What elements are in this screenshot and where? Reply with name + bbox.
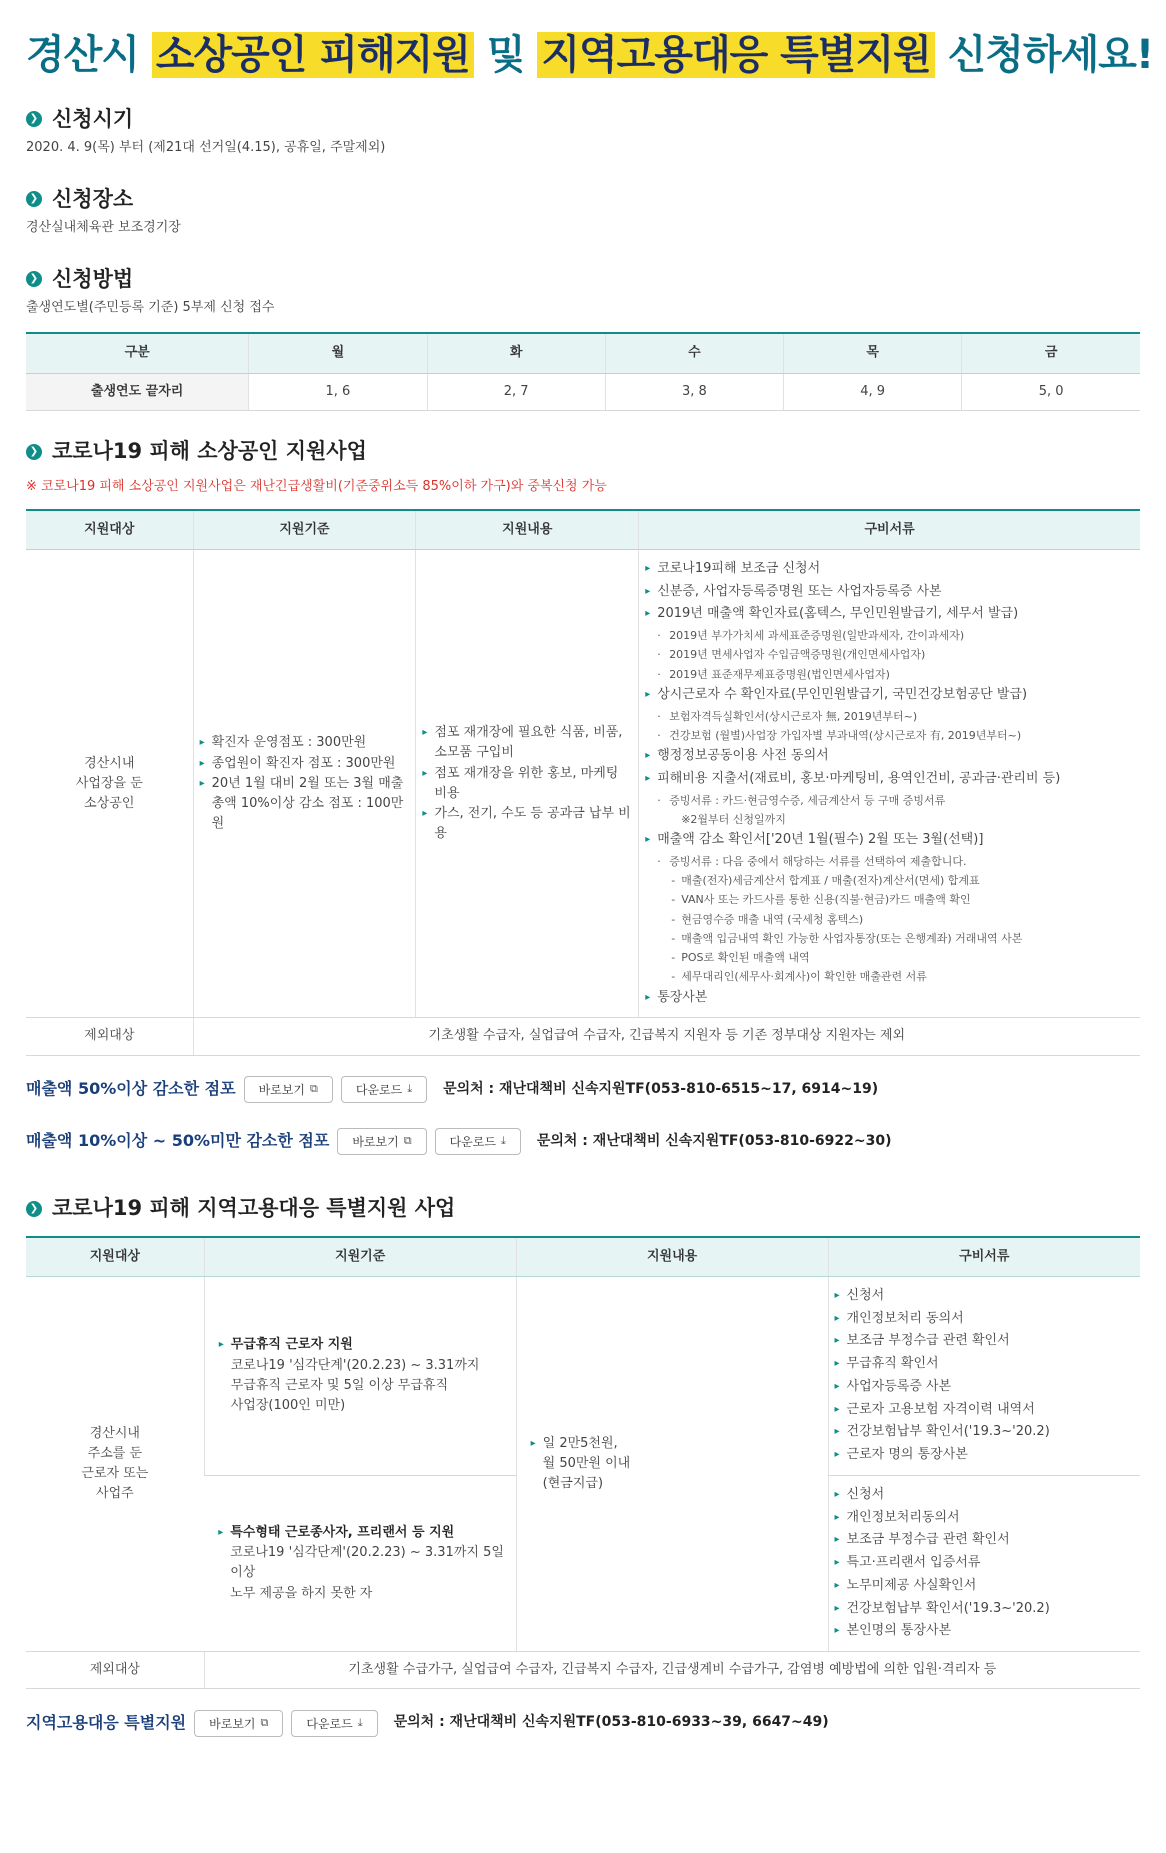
- emp-content-line: ▸ 일 2만5천원,: [531, 1434, 822, 1454]
- biz-target-line: 소상공인: [84, 795, 135, 811]
- contact-info: 문의처 : 재난대책비 신속지원TF(053-810-6933~39, 6647~49): [393, 1714, 829, 1731]
- biz-header-row: [26, 510, 1140, 550]
- view-button[interactable]: [337, 1128, 426, 1155]
- section-biz-title: [26, 437, 1140, 467]
- contact-info: 문의처 : 재난대책비 신속지원TF(053-810-6515~17, 6914~19): [443, 1080, 879, 1097]
- doc-item: ▸ 노무미제공 사실확인서: [835, 1575, 1134, 1598]
- emp-criteria-line: 노무 제공을 하지 못한 자: [230, 1585, 373, 1601]
- doc-item: ▸ 신분증, 사업자등록증명원 또는 사업자등록증 사본: [645, 581, 1134, 604]
- emp-criteria-cell-2: [204, 1475, 516, 1651]
- emp-content-cell: [516, 1276, 828, 1651]
- doc-item: ▸ 무급휴직 확인서: [835, 1353, 1134, 1376]
- doc-item: ▸ 개인정보처리 동의서: [835, 1308, 1134, 1331]
- section-title-text: 코로나19 피해 소상공인 지원사업: [52, 439, 367, 464]
- emp-criteria-title: ▸ 무급휴직 근로자 지원: [219, 1335, 510, 1355]
- emp-docs-cell-2: [828, 1475, 1140, 1651]
- download-row-50: [26, 1072, 1140, 1108]
- biz-header: 지원대상: [26, 510, 193, 550]
- schedule-cell: 4, 9: [784, 373, 962, 410]
- schedule-cell: 3, 8: [605, 373, 783, 410]
- download-button-label: 다운로드: [355, 1083, 403, 1098]
- emp-criteria-line: 무급휴직 근로자 및 5일 이상 무급휴직: [230, 1377, 449, 1393]
- chevron-right-icon: ❯: [26, 271, 42, 287]
- emp-header: 지원내용: [516, 1237, 828, 1277]
- biz-target-line: 경산시내: [84, 755, 135, 771]
- doc-item: ▸ 보조금 부정수급 관련 확인서: [835, 1529, 1134, 1552]
- doc-item: ▸ 건강보험납부 확인서('19.3~'20.2): [835, 1598, 1134, 1621]
- schedule-header: 목: [784, 333, 962, 373]
- doc-item: ▸ 행정정보공동이용 사전 동의서: [645, 745, 1134, 768]
- emp-target-cell: [26, 1276, 204, 1651]
- biz-criteria-item: ▸ 종업원이 확진자 점포 : 300만원: [200, 754, 410, 774]
- schedule-header: 금: [962, 333, 1140, 373]
- doc-item: ▸ 피해비용 지출서(재료비, 홍보·마케팅비, 용역인건비, 공과금·관리비 등): [645, 768, 1134, 791]
- biz-criteria-cell: [193, 549, 416, 1018]
- biz-notice: ※ 코로나19 피해 소상공인 지원사업은 재난긴급생활비(기준중위소득 85%이하 가구)와 중복신청 가능: [26, 478, 607, 494]
- section-place-title: [26, 184, 1140, 214]
- doc-item: ▸ 매출액 감소 확인서['20년 1월(필수) 2월 또는 3월(선택)]: [645, 829, 1134, 852]
- chevron-right-icon: ❯: [26, 1201, 42, 1217]
- doc-subsubitem: - 매출(전자)세금계산서 합계표 / 매출(전자)계산서(면세) 합계표: [645, 871, 1134, 890]
- doc-item: ▸ 건강보험납부 확인서('19.3~'20.2): [835, 1421, 1134, 1444]
- biz-target-line: 사업장을 둔: [75, 775, 143, 791]
- section-method-title: [26, 264, 1140, 294]
- doc-item: ▸ 개인정보처리동의서: [835, 1507, 1134, 1530]
- schedule-cell: 1, 6: [249, 373, 427, 410]
- biz-criteria-item: ▸ 20년 1월 대비 2월 또는 3월 매출 총액 10%이상 감소 점포 : 100만원: [200, 774, 410, 834]
- contact-info: 문의처 : 재난대책비 신속지원TF(053-810-6922~30): [536, 1132, 892, 1149]
- schedule-header: 화: [427, 333, 605, 373]
- schedule-table: [26, 332, 1140, 410]
- emp-criteria-line: 사업장(100인 미만): [230, 1397, 346, 1413]
- biz-content-item: ▸ 가스, 전기, 수도 등 공과금 납부 비용: [422, 804, 632, 844]
- doc-item: ▸ 상시근로자 수 확인자료(무인민원발급기, 국민건강보험공단 발급): [645, 684, 1134, 707]
- download-row-emp: [26, 1705, 1140, 1741]
- schedule-header: 구분: [26, 333, 249, 373]
- emp-content-line: (현금지급): [542, 1475, 604, 1491]
- chevron-right-icon: ❯: [26, 444, 42, 460]
- biz-criteria-item: ▸ 확진자 운영점포 : 300만원: [200, 733, 410, 753]
- emp-header-row: [26, 1237, 1140, 1277]
- emp-criteria-line: 코로나19 '심각단계'(20.2.23) ~ 3.31까지 5일 이상: [230, 1545, 504, 1581]
- section-title-text: 코로나19 피해 지역고용대응 특별지원 사업: [52, 1196, 456, 1221]
- section-title-text: 신청방법: [52, 267, 134, 292]
- biz-exclude-label: 제외대상: [26, 1018, 193, 1055]
- download-icon: ⤓: [407, 1083, 413, 1096]
- headline-highlight-2: 지역고용대응 특별지원: [537, 32, 934, 78]
- biz-support-table: [26, 509, 1140, 1056]
- emp-target-line: 경산시내: [89, 1425, 140, 1441]
- section-emp-title: [26, 1194, 1140, 1224]
- schedule-cell: 2, 7: [427, 373, 605, 410]
- schedule-cell: 5, 0: [962, 373, 1140, 410]
- download-row-10-50: [26, 1124, 1140, 1160]
- download-icon: ⤓: [500, 1135, 506, 1148]
- doc-subitem: · 2019년 면세사업자 수입금액증명원(개인면세사업자): [645, 645, 1134, 664]
- chevron-right-icon: ❯: [26, 111, 42, 127]
- view-button-label: 바로보기: [209, 1716, 256, 1731]
- doc-item: ▸ 신청서: [835, 1285, 1134, 1308]
- doc-item: ▸ 특고·프리랜서 입증서류: [835, 1552, 1134, 1575]
- external-window-icon: ⧉: [403, 1135, 412, 1148]
- doc-subsubitem: - 매출액 입금내역 확인 가능한 사업자통장(또는 은행계좌) 거래내역 사본: [645, 929, 1134, 948]
- download-button[interactable]: [435, 1128, 521, 1155]
- section-place-desc: 경산실내체육관 보조경기장: [26, 220, 181, 236]
- biz-content-cell: [416, 549, 639, 1018]
- download-label: 지역고용대응 특별지원: [26, 1712, 187, 1732]
- doc-item: ▸ 통장사본: [645, 987, 1134, 1010]
- download-button[interactable]: [291, 1710, 377, 1737]
- section-period-desc: 2020. 4. 9(목) 부터 (제21대 선거일(4.15), 공휴일, 주말제외): [26, 140, 386, 155]
- biz-exclude-row: [26, 1018, 1140, 1055]
- view-button[interactable]: [194, 1710, 283, 1737]
- emp-docs-cell-1: [828, 1276, 1140, 1475]
- doc-item: ▸ 근로자 고용보험 자격이력 내역서: [835, 1399, 1134, 1422]
- external-window-icon: ⧉: [309, 1083, 318, 1096]
- biz-docs-cell: [639, 549, 1140, 1018]
- doc-item: ▸ 보조금 부정수급 관련 확인서: [835, 1330, 1134, 1353]
- chevron-right-icon: ❯: [26, 191, 42, 207]
- biz-header: 구비서류: [639, 510, 1140, 550]
- emp-content-line: 월 50만원 이내: [542, 1455, 631, 1471]
- doc-item: ▸ 코로나19피해 보조금 신청서: [645, 558, 1134, 581]
- section-method-desc: 출생연도별(주민등록 기준) 5부제 신청 접수: [26, 300, 275, 316]
- doc-subitem: · 증빙서류 : 다음 중에서 해당하는 서류를 선택하여 제출합니다.: [645, 852, 1134, 871]
- schedule-row-head: 출생연도 끝자리: [26, 373, 249, 410]
- doc-subitem: · 2019년 표준재무제표증명원(법인면세사업자): [645, 665, 1134, 684]
- section-period-title: [26, 104, 1140, 134]
- emp-target-line: 근로자 또는: [81, 1465, 149, 1481]
- doc-subsubitem: - 현금영수증 매출 내역 (국세청 홈텍스): [645, 910, 1134, 929]
- download-button-label: 다운로드: [449, 1135, 496, 1150]
- headline-pre: 경산시: [26, 32, 152, 78]
- doc-subitem: · 2019년 부가가치세 과세표준증명원(일반과세자, 간이과세자): [645, 626, 1134, 645]
- doc-subsubitem: - 세무대리인(세무사·회계사)이 확인한 매출관련 서류: [645, 967, 1134, 986]
- biz-target-cell: [26, 549, 193, 1018]
- emp-support-table: [26, 1236, 1140, 1690]
- schedule-header: 월: [249, 333, 427, 373]
- doc-subitem: · 증빙서류 : 카드·현금영수증, 세금계산서 등 구매 증빙서류: [645, 791, 1134, 810]
- section-title-text: 신청시기: [52, 106, 134, 131]
- headline: [26, 0, 1154, 86]
- download-button-label: 다운로드: [306, 1716, 353, 1731]
- emp-header: 지원대상: [26, 1237, 204, 1277]
- emp-header: 지원기준: [204, 1237, 516, 1277]
- emp-exclude-label: 제외대상: [26, 1652, 204, 1689]
- emp-target-line: 주소를 둔: [87, 1445, 143, 1461]
- emp-header: 구비서류: [828, 1237, 1140, 1277]
- biz-content-item: ▸ 점포 재개장에 필요한 식품, 비품, 소모품 구입비: [422, 723, 632, 763]
- doc-note: ※2월부터 신청일까지: [681, 812, 786, 826]
- biz-header: 지원기준: [193, 510, 416, 550]
- doc-item: ▸ 2019년 매출액 확인자료(홈텍스, 무인민원발급기, 세무서 발급): [645, 603, 1134, 626]
- emp-criteria-title: ▸ 특수형태 근로종사자, 프리랜서 등 지원: [218, 1523, 509, 1543]
- view-button-label: 바로보기: [258, 1083, 305, 1098]
- download-label: 매출액 10%이상 ~ 50%미만 감소한 점포: [26, 1131, 330, 1151]
- emp-criteria-line: 코로나19 '심각단계'(20.2.23) ~ 3.31까지: [230, 1357, 480, 1373]
- view-button-label: 바로보기: [352, 1135, 399, 1150]
- doc-subsubitem: - POS로 확인된 매출액 내역: [645, 948, 1134, 967]
- schedule-row: [26, 373, 1140, 410]
- biz-exclude-text: 기초생활 수급자, 실업급여 수급자, 긴급복지 지원자 등 기존 정부대상 지원자는 제외: [193, 1018, 1140, 1055]
- emp-exclude-row: [26, 1652, 1140, 1689]
- doc-item: ▸ 신청서: [835, 1484, 1134, 1507]
- headline-highlight-1: 소상공인 피해지원: [152, 32, 474, 78]
- download-icon: ⤓: [357, 1716, 363, 1729]
- emp-exclude-text: 기초생활 수급가구, 실업급여 수급자, 긴급복지 수급자, 긴급생계비 수급가구, 감염병 예방법에 의한 입원·격리자 등: [204, 1652, 1140, 1689]
- external-window-icon: ⧉: [260, 1716, 269, 1729]
- schedule-header: 수: [605, 333, 783, 373]
- view-button[interactable]: [244, 1076, 333, 1103]
- doc-item: ▸ 근로자 명의 통장사본: [835, 1444, 1134, 1467]
- emp-target-line: 사업주: [96, 1486, 134, 1502]
- headline-post: 신청하세요!: [934, 32, 1154, 78]
- emp-row-1: [26, 1276, 1140, 1475]
- doc-item: ▸ 본인명의 통장사본: [835, 1620, 1134, 1643]
- biz-content-item: ▸ 점포 재개장을 위한 홍보, 마케팅 비용: [422, 764, 632, 804]
- biz-header: 지원내용: [416, 510, 639, 550]
- doc-subsubitem: - VAN사 또는 카드사를 통한 신용(직불·현금)카드 매출액 확인: [645, 890, 1134, 909]
- emp-criteria-cell-1: [204, 1276, 516, 1475]
- schedule-header-row: [26, 333, 1140, 373]
- doc-subitem: · 건강보험 (월별)사업장 가입자별 부과내역(상시근로자 有, 2019년부터~): [645, 726, 1134, 745]
- biz-main-row: [26, 549, 1140, 1018]
- section-title-text: 신청장소: [52, 186, 134, 211]
- doc-item: ▸ 사업자등록증 사본: [835, 1376, 1134, 1399]
- headline-mid: 및: [473, 32, 538, 78]
- download-button[interactable]: [341, 1076, 427, 1103]
- doc-subitem: · 보험자격득실확인서(상시근로자 無, 2019년부터~): [645, 707, 1134, 726]
- download-label: 매출액 50%이상 감소한 점포: [26, 1079, 236, 1099]
